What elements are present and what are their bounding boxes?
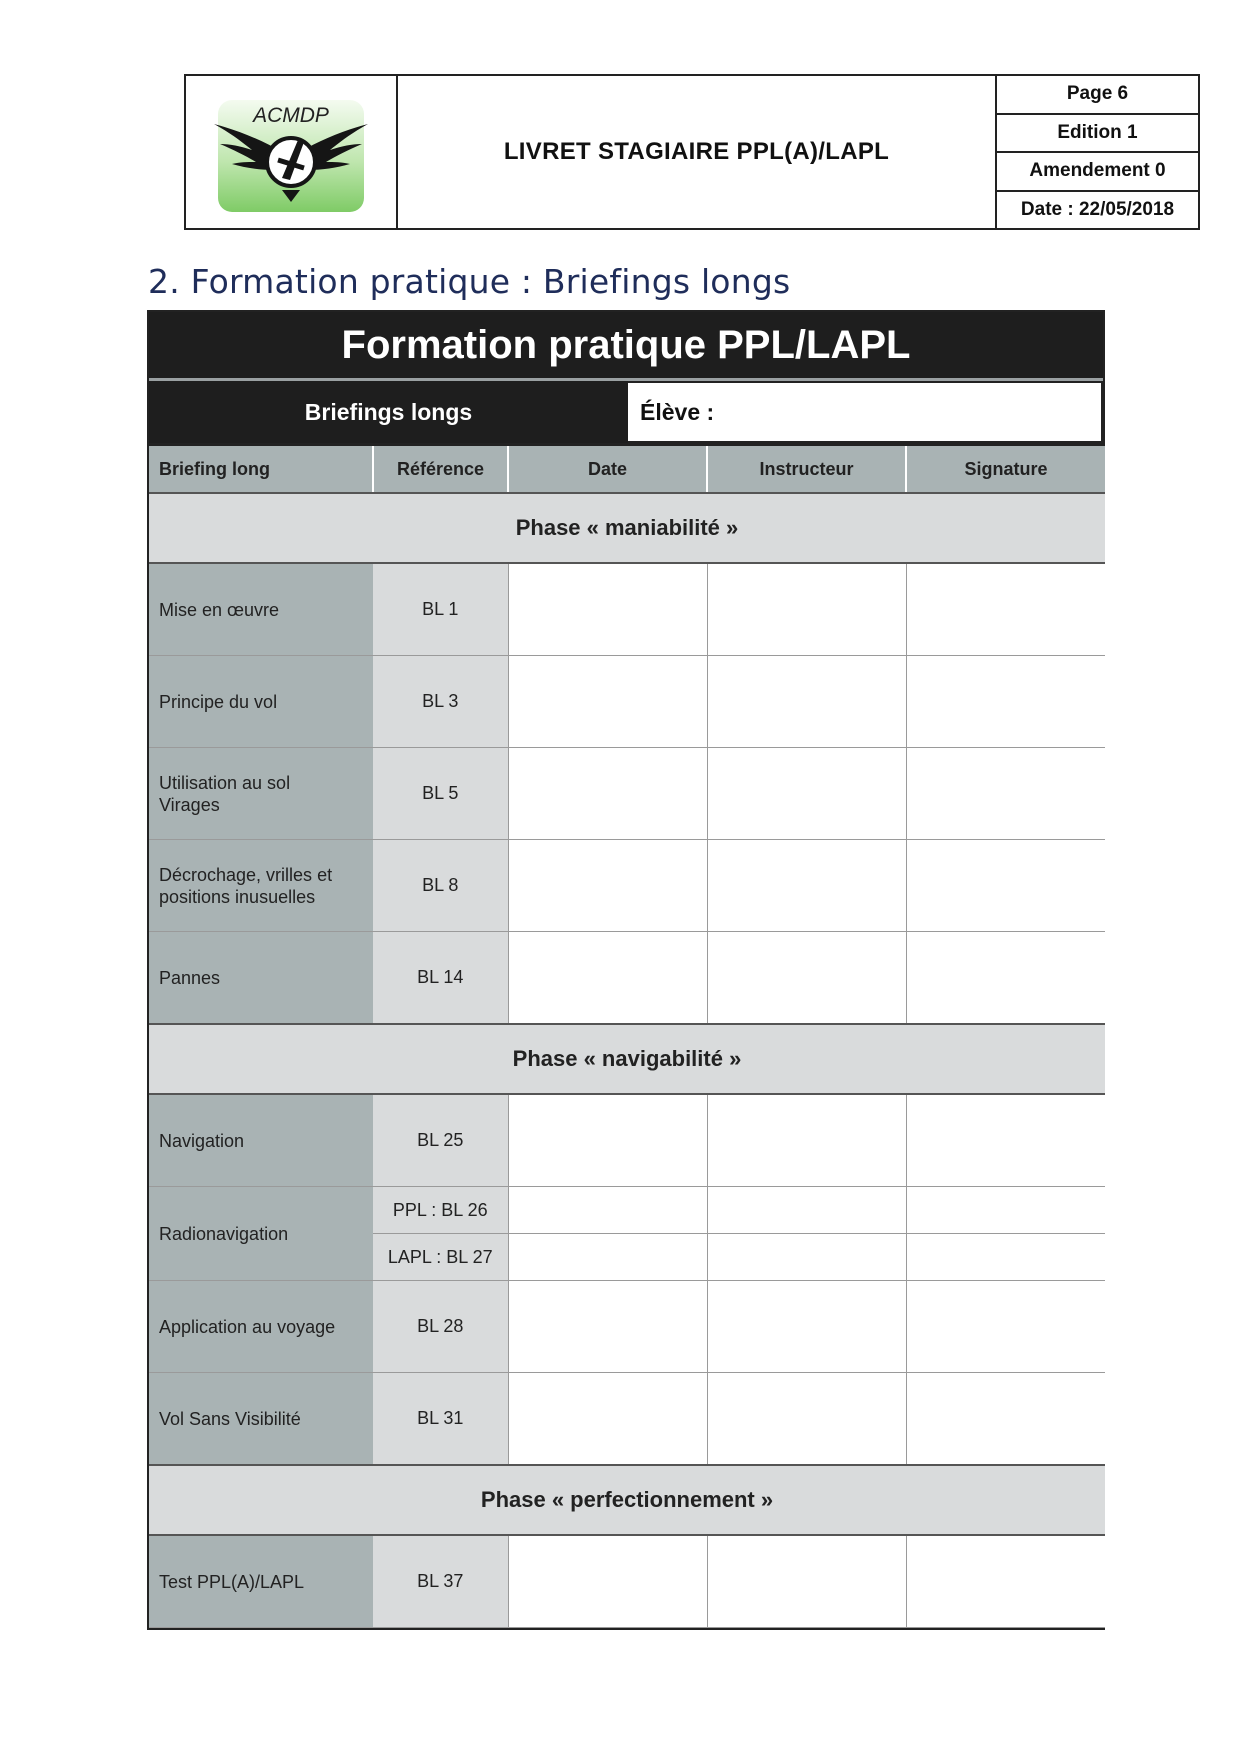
instructor-cell[interactable] [707,1234,906,1281]
phase-title: Phase « perfectionnement » [149,1465,1105,1535]
signature-cell[interactable] [906,840,1105,932]
briefing-ref: BL 5 [373,748,508,840]
briefing-ref: BL 1 [373,563,508,656]
date-cell[interactable] [508,563,707,656]
instructor-cell[interactable] [707,1281,906,1373]
date-cell[interactable] [508,1094,707,1187]
page-number: Page 6 [997,76,1198,115]
briefing-name: Navigation [149,1094,373,1187]
instructor-cell[interactable] [707,1094,906,1187]
signature-cell[interactable] [906,748,1105,840]
instructor-cell[interactable] [707,840,906,932]
student-field[interactable] [628,381,1103,443]
briefing-name: Principe du vol [149,656,373,748]
signature-cell[interactable] [906,656,1105,748]
briefing-ref: BL 37 [373,1535,508,1628]
briefing-name: Pannes [149,932,373,1025]
briefing-ref: BL 8 [373,840,508,932]
signature-cell[interactable] [906,563,1105,656]
revision-date: Date : 22/05/2018 [1020,198,1175,220]
phase-row [149,1024,1105,1094]
table-row [149,1373,1105,1466]
logo-cell [186,76,398,228]
phase-title: Phase « navigabilité » [149,1024,1105,1094]
acmdp-logo [212,90,370,214]
briefing-name: Radionavigation [149,1187,373,1281]
document-meta [997,76,1198,228]
signature-cell[interactable] [906,1373,1105,1466]
briefing-name: Vol Sans Visibilité [149,1373,373,1466]
briefings-table [149,446,1105,1628]
briefing-name: Test PPL(A)/LAPL [149,1535,373,1628]
date-cell[interactable] [508,1535,707,1628]
col-header-signature: Signature [906,446,1105,493]
instructor-cell[interactable] [707,1187,906,1234]
date-cell[interactable] [508,1187,707,1234]
briefing-name-line1: Décrochage, vrilles et [159,864,333,885]
date-cell[interactable] [508,656,707,748]
signature-cell[interactable] [906,1234,1105,1281]
date-cell[interactable] [508,1281,707,1373]
briefing-name-line2: Virages [159,794,220,815]
table-row [149,748,1105,840]
instructor-cell[interactable] [707,1373,906,1466]
section-title: 2. Formation pratique : Briefings longs [148,262,791,301]
instructor-cell[interactable] [707,563,906,656]
date-cell[interactable] [508,840,707,932]
briefing-name-line1: Utilisation au sol [159,772,291,793]
briefing-ref: BL 3 [373,656,508,748]
signature-cell[interactable] [906,1094,1105,1187]
table-row [149,1535,1105,1628]
signature-cell[interactable] [906,1281,1105,1373]
table-row [149,563,1105,656]
col-header-instructor: Instructeur [707,446,906,493]
phase-title: Phase « maniabilité » [149,493,1105,563]
form-subheader [149,381,1103,446]
briefing-name [149,748,373,840]
table-row [149,656,1105,748]
logo-text: ACMDP [253,104,329,127]
briefing-name [149,840,373,932]
table-row [149,1187,1105,1234]
briefing-ref: BL 28 [373,1281,508,1373]
date-cell[interactable] [508,748,707,840]
briefing-ref: PPL : BL 26 [373,1187,508,1234]
table-header-row [149,446,1105,493]
briefing-name: Application au voyage [149,1281,373,1373]
col-header-briefing: Briefing long [149,446,373,493]
instructor-cell[interactable] [707,656,906,748]
signature-cell[interactable] [906,932,1105,1025]
briefing-ref: BL 31 [373,1373,508,1466]
briefing-ref: LAPL : BL 27 [373,1234,508,1281]
table-row [149,1281,1105,1373]
document-header [184,74,1200,230]
col-header-reference: Référence [373,446,508,493]
instructor-cell[interactable] [707,932,906,1025]
briefing-ref: BL 14 [373,932,508,1025]
amendment: Amendement 0 [997,153,1198,192]
date-cell[interactable] [508,1373,707,1466]
date-cell[interactable] [508,932,707,1025]
student-label: Élève : [640,398,715,425]
subheader-title: Briefings longs [149,381,628,443]
training-form [147,310,1105,1630]
phase-row [149,1465,1105,1535]
col-header-date: Date [508,446,707,493]
document-title: LIVRET STAGIAIRE PPL(A)/LAPL [398,76,997,228]
instructor-cell[interactable] [707,748,906,840]
signature-cell[interactable] [906,1535,1105,1628]
form-banner: Formation pratique PPL/LAPL [149,312,1103,381]
signature-cell[interactable] [906,1187,1105,1234]
table-row [149,840,1105,932]
edition: Edition 1 [997,115,1198,154]
briefing-name-line2: positions inusuelles [159,886,316,907]
phase-row [149,493,1105,563]
instructor-cell[interactable] [707,1535,906,1628]
date-cell[interactable] [508,1234,707,1281]
table-row [149,1094,1105,1187]
briefing-name: Mise en œuvre [149,563,373,656]
table-row [149,932,1105,1025]
briefing-ref: BL 25 [373,1094,508,1187]
